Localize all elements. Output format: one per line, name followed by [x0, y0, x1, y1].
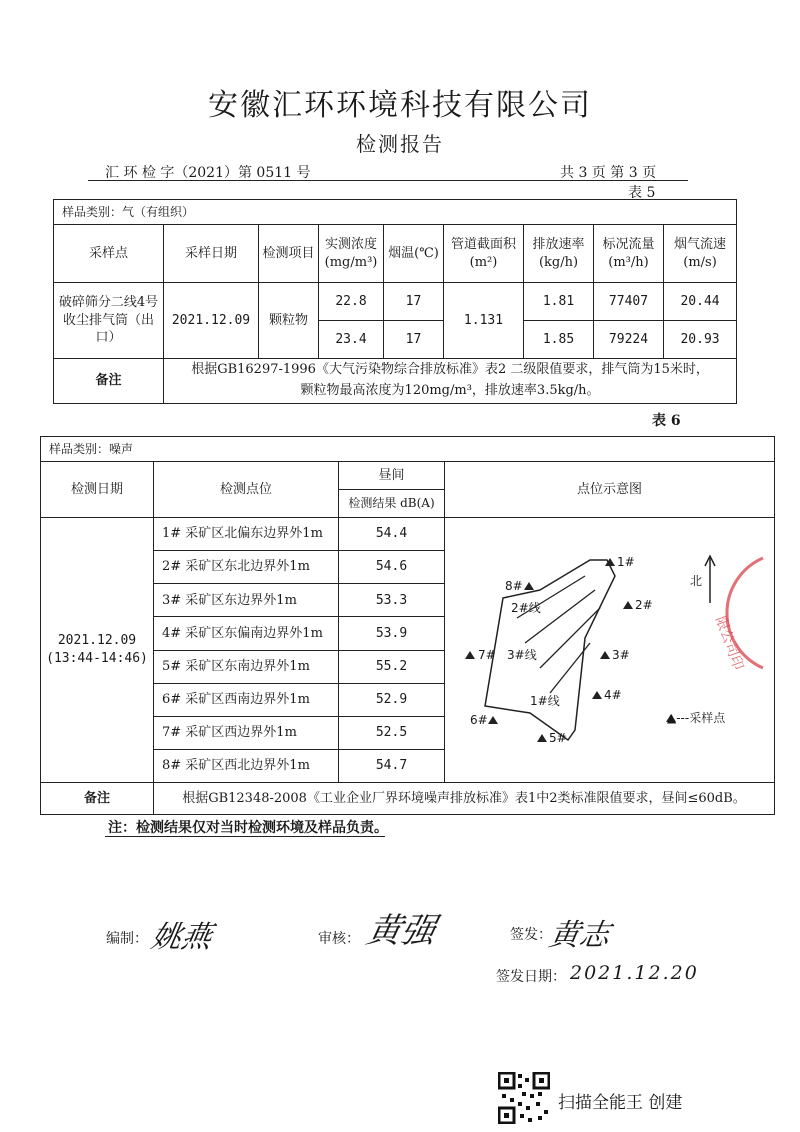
measure-date: 2021.12.09	[57, 633, 137, 649]
pt-label: 6#	[470, 713, 488, 727]
table5-remark-label: 备注	[54, 359, 164, 404]
point-label: 5# 采矿区东南边界外1m	[154, 650, 339, 683]
disclaimer: 注：检测结果仅对当时检测环境及样品负责。	[108, 820, 388, 836]
sample-site: 破碎筛分二线4号收尘排气筒（出口）	[54, 283, 164, 359]
pt-label: 3#	[612, 648, 630, 662]
disclaimer-underline	[105, 836, 385, 837]
table5-label: 表 5	[628, 185, 656, 201]
stamp-text: 限公司印	[712, 614, 747, 673]
table6-remark: 根据GB12348-2008《工业企业厂界环境噪声排放标准》表1中2类标准限值要求，昼间≤60dB。	[154, 783, 775, 815]
reviewed-label: 审核：	[318, 931, 360, 947]
report-number: 汇 环 检 字（2021）第 0511 号	[105, 165, 311, 181]
header-date: 采样日期	[164, 225, 259, 283]
approved-signature: 黄志	[546, 918, 613, 953]
report-title: 检测报告	[356, 132, 444, 156]
table6-label: 表 6	[652, 413, 681, 429]
marker-icon	[488, 716, 498, 724]
site-map	[445, 518, 775, 782]
header-item: 检测项目	[259, 225, 319, 283]
flow-value: 79224	[594, 321, 664, 359]
line-3	[540, 608, 600, 668]
line-label: 3#线	[507, 648, 537, 662]
pt-label: 8#	[505, 579, 523, 593]
sample-item: 颗粒物	[259, 283, 319, 359]
legend-label: ▲---采样点	[667, 711, 726, 725]
point-label: 6# 采矿区西南边界外1m	[154, 683, 339, 716]
point-label: 7# 采矿区西边界外1m	[154, 716, 339, 749]
approved-label: 签发：	[510, 927, 552, 943]
pt-label: 5#	[549, 731, 567, 745]
table6-sample-type: 样品类别：噪声	[41, 437, 775, 462]
header-temperature: 烟温(℃)	[384, 225, 444, 283]
table5-remark-line1: 根据GB16297-1996《大气污染物综合排放标准》表2 二级限值要求，排气筒为15米时，	[191, 362, 709, 378]
marker-icon	[592, 691, 602, 699]
header-result: 检测结果 dB(A)	[339, 490, 445, 518]
line-label: 1#线	[530, 694, 560, 708]
velocity-value: 20.93	[664, 321, 737, 359]
header-rule	[88, 180, 688, 181]
line-2b	[525, 590, 595, 643]
point-label: 8# 采矿区西北边界外1m	[154, 749, 339, 782]
header-point: 检测点位	[154, 462, 339, 518]
table5-remark	[164, 359, 737, 404]
noise-value: 54.4	[339, 518, 445, 551]
noise-value: 53.3	[339, 584, 445, 617]
header-period: 昼间	[339, 462, 445, 490]
line-label: 2#线	[511, 601, 541, 615]
temp-value: 17	[384, 321, 444, 359]
table5-remark-line2: 颗粒物最高浓度为120mg/m³，排放速率3.5kg/h。	[300, 383, 600, 398]
rate-value: 1.85	[524, 321, 594, 359]
noise-value: 54.7	[339, 749, 445, 782]
noise-value: 53.9	[339, 617, 445, 650]
table5	[53, 199, 737, 404]
qr-code-icon	[498, 1072, 550, 1124]
pt-label: 1#	[617, 555, 635, 569]
marker-icon	[537, 734, 547, 742]
flow-value: 77407	[594, 283, 664, 321]
prepared-label: 编制：	[106, 931, 148, 947]
marker-icon	[465, 651, 475, 659]
page-count: 共 3 页 第 3 页	[560, 165, 657, 181]
line-1	[550, 643, 590, 693]
issue-date-value: 2021.12.20	[570, 962, 699, 984]
noise-value: 55.2	[339, 650, 445, 683]
header-site: 采样点	[54, 225, 164, 283]
north-label: 北	[690, 574, 703, 588]
area-value: 1.131	[444, 283, 524, 359]
marker-icon	[605, 558, 615, 566]
temp-value: 17	[384, 283, 444, 321]
noise-value: 52.9	[339, 683, 445, 716]
measure-date-cell	[41, 518, 154, 783]
pt-label: 4#	[604, 688, 622, 702]
conc-value: 22.8	[319, 283, 384, 321]
header-area: 管道截面积(m²)	[444, 225, 524, 283]
pt-label: 7#	[478, 648, 496, 662]
velocity-value: 20.44	[664, 283, 737, 321]
point-label: 2# 采矿区东北边界外1m	[154, 551, 339, 584]
header-date: 检测日期	[41, 462, 154, 518]
header-velocity: 烟气流速(m/s)	[664, 225, 737, 283]
noise-value: 54.6	[339, 551, 445, 584]
table5-sample-type: 样品类别：气（有组织）	[54, 200, 737, 225]
table6-remark-label: 备注	[41, 783, 154, 815]
issue-date-label: 签发日期：	[496, 969, 566, 985]
diagram-cell	[445, 518, 775, 783]
rate-value: 1.81	[524, 283, 594, 321]
header-diagram: 点位示意图	[445, 462, 775, 518]
company-name: 安徽汇环环境科技有限公司	[208, 88, 592, 123]
conc-value: 23.4	[319, 321, 384, 359]
marker-icon	[600, 651, 610, 659]
table6	[40, 436, 775, 815]
reviewed-signature: 黄强	[363, 911, 440, 951]
header-rate: 排放速率(kg/h)	[524, 225, 594, 283]
header-concentration: 实测浓度(mg/m³)	[319, 225, 384, 283]
pt-label: 2#	[635, 598, 653, 612]
marker-icon	[623, 601, 633, 609]
prepared-signature: 姚燕	[148, 920, 215, 955]
header-flow: 标况流量(m³/h)	[594, 225, 664, 283]
measure-time: (13:44-14:46)	[46, 651, 148, 666]
point-label: 4# 采矿区东偏南边界外1m	[154, 617, 339, 650]
noise-value: 52.5	[339, 716, 445, 749]
sample-date: 2021.12.09	[164, 283, 259, 359]
marker-icon	[524, 582, 534, 590]
scanner-watermark: 扫描全能王 创建	[558, 1093, 683, 1113]
point-label: 3# 采矿区东边界外1m	[154, 584, 339, 617]
point-label: 1# 采矿区北偏东边界外1m	[154, 518, 339, 551]
